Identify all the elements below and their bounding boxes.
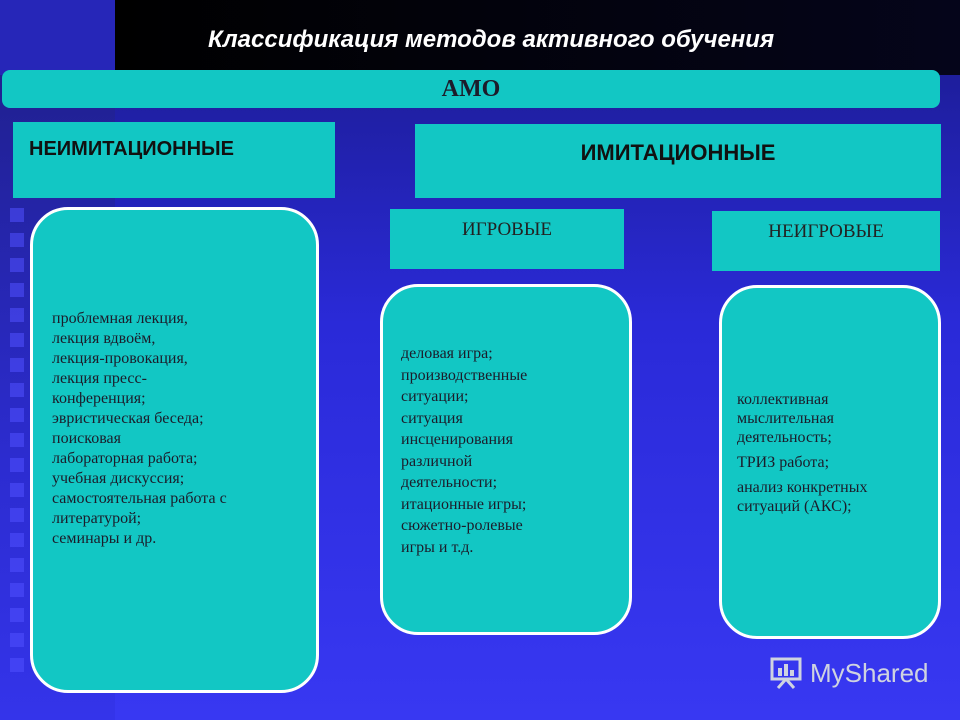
subcategory-non-game: НЕИГРОВЫЕ bbox=[712, 211, 940, 271]
list-item: учебная дискуссия; bbox=[52, 470, 185, 487]
category-imitation: ИМИТАЦИОННЫЕ bbox=[415, 124, 941, 198]
non-imitation-list bbox=[52, 309, 312, 549]
category-non-imitation: НЕИМИТАЦИОННЫЕ bbox=[13, 122, 335, 198]
watermark-logo bbox=[768, 657, 929, 689]
list-item: анализ конкретных ситуаций (АКС); bbox=[737, 479, 868, 515]
list-item: эвристическая беседа; bbox=[52, 410, 204, 427]
list-item: проблемная лекция, bbox=[52, 310, 188, 327]
page-title: Классификация методов активного обучения bbox=[208, 26, 775, 53]
watermark-text: MyShared bbox=[810, 657, 929, 688]
list-item: производственные ситуации; bbox=[401, 366, 528, 405]
list-item: лекция пресс- конференция; bbox=[52, 370, 147, 407]
list-item: коллективная мыслительная деятельность; bbox=[737, 391, 834, 446]
game-list bbox=[401, 343, 621, 558]
list-item: семинары и др. bbox=[52, 530, 157, 547]
subcategory-game: ИГРОВЫЕ bbox=[390, 209, 624, 269]
non-game-list bbox=[737, 390, 937, 522]
list-item: ТРИЗ работа; bbox=[737, 454, 830, 471]
list-item: лекция-провокация, bbox=[52, 350, 188, 367]
presentation-board-icon bbox=[768, 657, 804, 689]
list-item: самостоятельная работа с литературой; bbox=[52, 490, 227, 527]
list-item: итационные игры; bbox=[401, 495, 527, 513]
list-item: деловая игра; bbox=[401, 345, 493, 362]
list-item: ситуация инсценирования различной деятельности; bbox=[401, 409, 513, 491]
list-item: сюжетно-ролевые игры и т.д. bbox=[401, 517, 523, 556]
root-node-amo: АМО bbox=[2, 70, 940, 108]
list-item: поисковая лабораторная работа; bbox=[52, 430, 198, 467]
list-item: лекция вдвоём, bbox=[52, 330, 156, 347]
